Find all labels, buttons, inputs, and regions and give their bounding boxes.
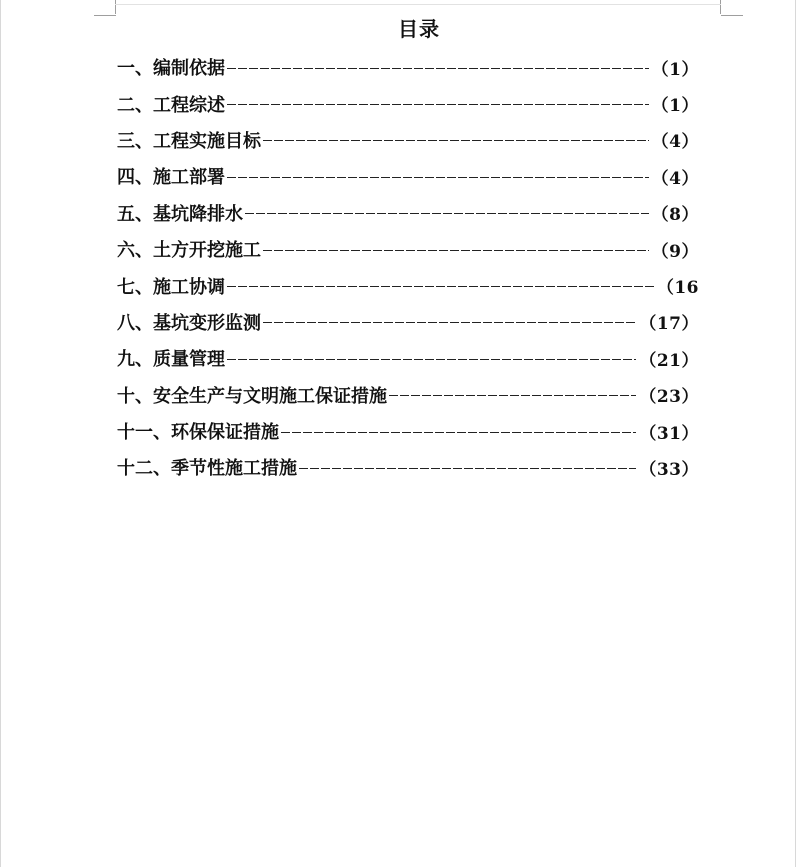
toc-entry[interactable] bbox=[117, 377, 699, 413]
toc-entry[interactable] bbox=[117, 195, 699, 231]
toc-dot-leader bbox=[263, 322, 636, 323]
table-of-contents bbox=[117, 49, 699, 486]
toc-entry-page: （4） bbox=[651, 168, 699, 189]
toc-dot-leader bbox=[227, 286, 654, 287]
toc-dot-leader bbox=[263, 250, 649, 251]
header-rule bbox=[115, 4, 721, 5]
toc-entry[interactable] bbox=[117, 449, 699, 485]
toc-heading: 目录 bbox=[398, 17, 440, 41]
toc-entry[interactable] bbox=[117, 267, 699, 303]
toc-entry-title: 三、工程实施目标 bbox=[117, 130, 261, 152]
toc-entry[interactable] bbox=[117, 231, 699, 267]
toc-entry[interactable] bbox=[117, 304, 699, 340]
margin-corner-mark-left-vertical bbox=[115, 0, 116, 14]
toc-entry-page: （21） bbox=[639, 350, 699, 371]
toc-entry-title: 四、施工部署 bbox=[117, 167, 225, 189]
toc-dot-leader bbox=[227, 104, 649, 105]
toc-entry[interactable] bbox=[117, 413, 699, 449]
toc-entry-page: （31） bbox=[639, 423, 699, 444]
toc-entry[interactable] bbox=[117, 85, 699, 121]
toc-dot-leader bbox=[227, 177, 649, 178]
toc-entry[interactable] bbox=[117, 158, 699, 194]
toc-entry-title: 十一、环保保证措施 bbox=[117, 422, 279, 444]
toc-entry-title: 九、质量管理 bbox=[117, 349, 225, 371]
toc-dot-leader bbox=[299, 468, 636, 469]
toc-entry[interactable] bbox=[117, 122, 699, 158]
toc-dot-leader bbox=[389, 395, 636, 396]
toc-dot-leader bbox=[227, 359, 636, 360]
toc-dot-leader bbox=[245, 213, 649, 214]
toc-entry-title: 二、工程综述 bbox=[117, 94, 225, 116]
margin-corner-mark-right-vertical bbox=[720, 0, 721, 14]
toc-dot-leader bbox=[263, 140, 649, 141]
toc-entry[interactable] bbox=[117, 340, 699, 376]
toc-entry-page: （4） bbox=[651, 132, 699, 153]
toc-dot-leader bbox=[281, 432, 636, 433]
toc-entry-title: 十、安全生产与文明施工保证措施 bbox=[117, 385, 387, 407]
toc-entry-title: 六、土方开挖施工 bbox=[117, 240, 261, 262]
toc-entry-page: （33） bbox=[639, 459, 699, 480]
toc-entry-title: 七、施工协调 bbox=[117, 276, 225, 298]
toc-entry-page: （16 bbox=[656, 278, 699, 299]
toc-entry[interactable] bbox=[117, 49, 699, 85]
toc-entry-title: 一、编制依据 bbox=[117, 58, 225, 80]
toc-dot-leader bbox=[227, 68, 649, 69]
toc-entry-page: （1） bbox=[651, 59, 699, 80]
toc-entry-page: （8） bbox=[651, 205, 699, 226]
toc-entry-page: （23） bbox=[639, 387, 699, 408]
toc-entry-title: 五、基坑降排水 bbox=[117, 203, 243, 225]
toc-entry-title: 十二、季节性施工措施 bbox=[117, 458, 297, 480]
toc-entry-page: （1） bbox=[651, 96, 699, 117]
toc-entry-title: 八、基坑变形监测 bbox=[117, 312, 261, 334]
toc-entry-page: （17） bbox=[639, 314, 699, 335]
toc-entry-page: （9） bbox=[651, 241, 699, 262]
